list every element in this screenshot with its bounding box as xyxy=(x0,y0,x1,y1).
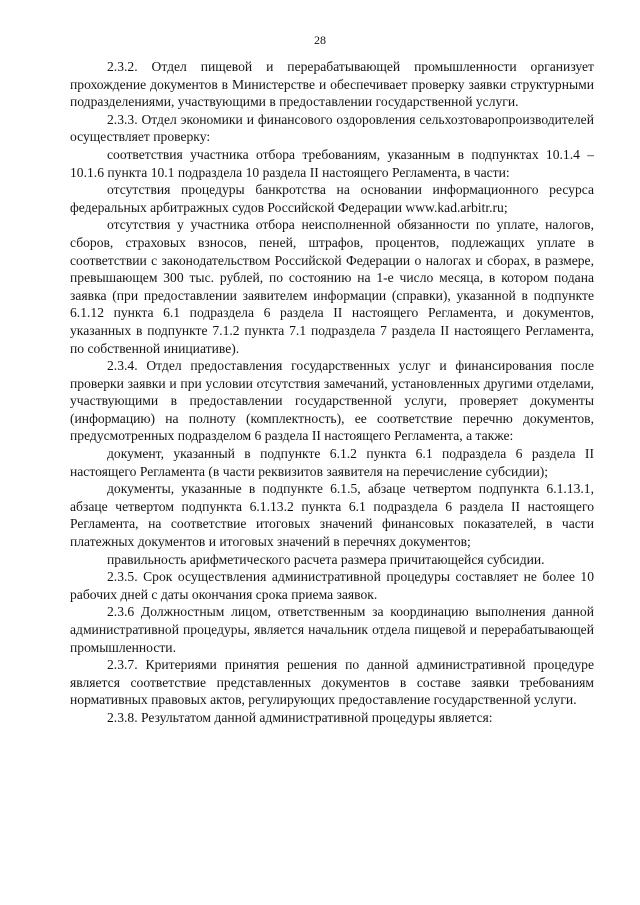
paragraph-2-3-8: 2.3.8. Результатом данной административной процедуры является: xyxy=(107,709,493,725)
paragraph-participant-compliance: соответствия участника отбора требованиям, указанным в подпунктах 10.1.4 – 10.1.6 пункта 10.1 подраздела 10 раздела II настоящего Регламента, в части: xyxy=(70,146,594,180)
paragraph-2-3-2: 2.3.2. Отдел пищевой и перерабатывающей промышленности организует прохождение документов в Министерстве и обеспечивает проверку заявки структурными подразделениями, участвующими в предоставлении государственной услуги. xyxy=(70,59,594,110)
paragraph-2-3-5: 2.3.5. Срок осуществления административной процедуры составляет не более 10 рабочих дней с даты окончания срока приема заявок. xyxy=(70,569,594,602)
paragraph-2-3-3: 2.3.3. Отдел экономики и финансового оздоровления сельхозтоваропроизводителей осуществляет проверку: xyxy=(70,111,594,145)
paragraph-no-bankruptcy: отсутствия процедуры банкротства на основании информационного ресурса федеральных арбитражных судов Российской Федерации www.kad.arbitr.ru; xyxy=(70,182,594,215)
page-number: 28 xyxy=(314,33,326,47)
paragraph-2-3-4: 2.3.4. Отдел предоставления государственных услуг и финансирования после проверки заявки и при условии отсутствия замечаний, установленных другими отделами, участвующими в предоставлении государственной услуги, проверяет документы (информацию) на полноту (комплектность), ее соответствие перечню документов, предусмотренных подразделом 6 раздела II настоящего Регламента, а также: xyxy=(70,358,594,444)
paragraph-no-tax-debt: отсутствия у участника отбора неисполненной обязанности по уплате, налогов, сборов, страховых взносов, пеней, штрафов, процентов, подлежащих уплате в соответствии с законодательством Российской Федерации о налогах и сборах, в размере, превышающем 300 тыс. рублей, по состоянию на 1-е число месяца, в котором подана заявка (при предоставлении заявителем информации (справки), указанной в подпункте 6.1.12 пункта 6.1 подраздела 6 раздела II настоящего Регламента, и документов, указанных в подпункте 7.1.2 пункта 7.1 подраздела 7 раздела II настоящего Регламента, по собственной инициативе). xyxy=(70,217,594,356)
paragraph-2-3-6: 2.3.6 Должностным лицом, ответственным за координацию выполнения данной административной процедуры, является начальник отдела пищевой и перерабатывающей промышленности. xyxy=(70,604,594,655)
document-body xyxy=(70,58,594,727)
paragraph-document-6-1-2: документ, указанный в подпункте 6.1.2 пункта 6.1 подраздела 6 раздела II настоящего Регламента (в части реквизитов заявителя на перечисление субсидии); xyxy=(70,446,594,479)
paragraph-arithmetic-check: правильность арифметического расчета размера причитающейся субсидии. xyxy=(107,551,545,567)
paragraph-2-3-7: 2.3.7. Критериями принятия решения по данной административной процедуре является соответствие представленных документов в составе заявки требованиям нормативных правовых актов, регулирующих предоставление государственной услуги. xyxy=(70,657,594,708)
paragraph-documents-6-1-5: документы, указанные в подпункте 6.1.5, абзаце четвертом подпункта 6.1.13.1, абзаце четвертом подпункта 6.1.13.2 пункта 6.1 подраздела 6 раздела II настоящего Регламента, на соответствие итоговых значений финансовых показателей, в части платежных документов и итоговых значений в перечнях документов; xyxy=(70,481,594,550)
